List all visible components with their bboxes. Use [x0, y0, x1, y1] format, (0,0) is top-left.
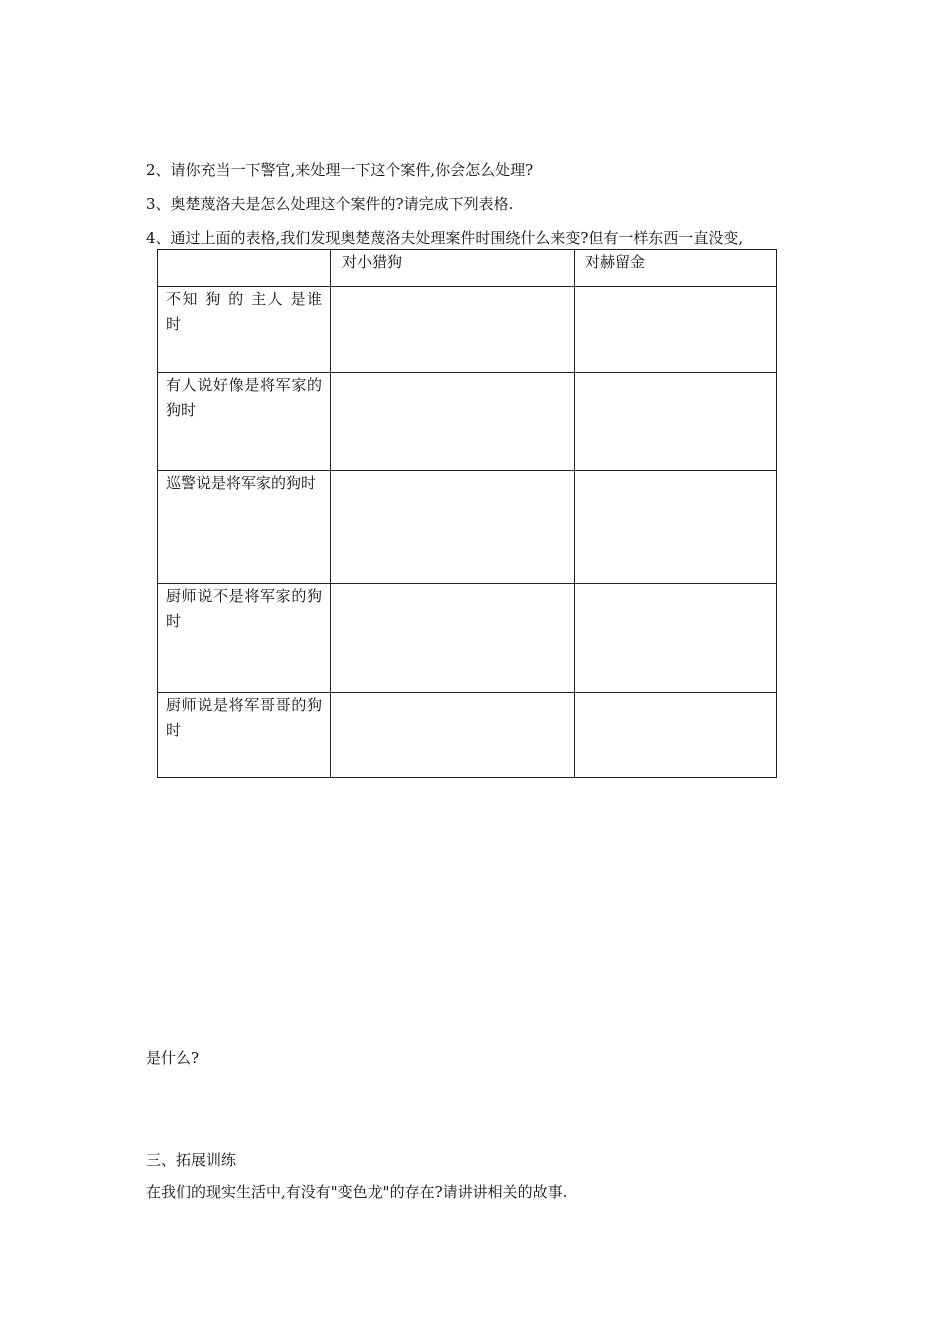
header-dog: 对小猎狗 — [331, 250, 575, 287]
header-empty-cell — [158, 250, 331, 287]
section-3-title: 三、拓展训练 — [146, 1151, 237, 1169]
question-4: 4、通过上面的表格,我们发现奥楚蔑洛夫处理案件时围绕什么来变?但有一样东西一直没变, — [146, 229, 744, 247]
answer-cell-hryukin[interactable] — [575, 693, 777, 778]
answer-cell-dog[interactable] — [331, 373, 575, 471]
row-label: 厨师说不是将军家的狗时 — [158, 584, 331, 693]
question-3: 3、奥楚蔑洛夫是怎么处理这个案件的?请完成下列表格. — [146, 195, 514, 213]
answer-cell-hryukin[interactable] — [575, 373, 777, 471]
answer-cell-hryukin[interactable] — [575, 287, 777, 373]
answer-cell-dog[interactable] — [331, 693, 575, 778]
answer-cell-dog[interactable] — [331, 584, 575, 693]
table-row — [158, 287, 777, 373]
question-4-continuation: 是什么? — [146, 1049, 200, 1067]
header-hryukin: 对赫留金 — [575, 250, 777, 287]
row-label: 不知 狗 的 主人 是谁 时 — [158, 287, 331, 373]
table-row — [158, 373, 777, 471]
table-row — [158, 471, 777, 584]
table-row — [158, 584, 777, 693]
section-3-prompt: 在我们的现实生活中,有没有"变色龙"的存在?请讲讲相关的故事. — [146, 1183, 568, 1201]
answer-cell-hryukin[interactable] — [575, 471, 777, 584]
answer-cell-dog[interactable] — [331, 471, 575, 584]
answer-cell-hryukin[interactable] — [575, 584, 777, 693]
question-2: 2、请你充当一下警官,来处理一下这个案件,你会怎么处理? — [146, 161, 534, 179]
response-table — [157, 249, 777, 778]
row-label: 厨师说是将军哥哥的狗时 — [158, 693, 331, 778]
answer-cell-dog[interactable] — [331, 287, 575, 373]
row-label: 有人说好像是将军家的狗时 — [158, 373, 331, 471]
table-row — [158, 693, 777, 778]
table-header-row — [158, 250, 777, 287]
row-label: 巡警说是将军家的狗时 — [158, 471, 331, 584]
